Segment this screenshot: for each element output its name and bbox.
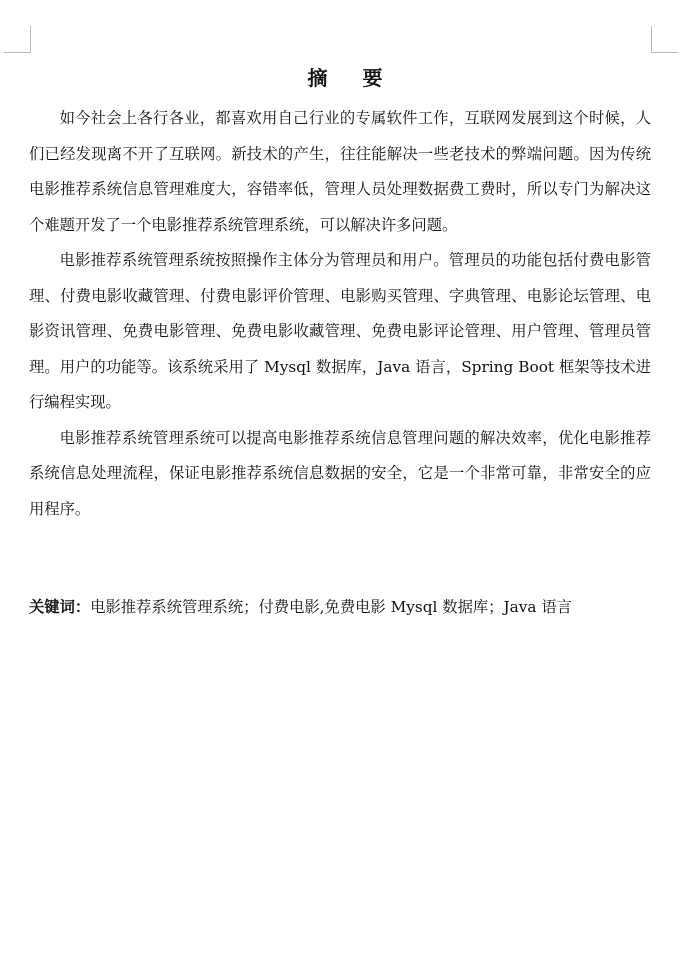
keywords-line <box>29 590 669 625</box>
crop-mark-top-right <box>651 26 678 53</box>
keywords-label: 关键词： <box>29 598 91 616</box>
abstract-paragraph-2: 电影推荐系统管理系统按照操作主体分为管理员和用户。管理员的功能包括付费电影管理、付费电影收藏管理、付费电影评价管理、电影购买管理、字典管理、电影论坛管理、电影资讯管理、免费电影管理、免费电影收藏管理、免费电影评论管理、用户管理、管理员管理。用户的功能等。该系统采用了 Mysql 数据库，Java 语言，Spring Boot 框架等技术进行编程实现。 <box>29 251 651 411</box>
abstract-title: 摘 要 <box>307 66 397 90</box>
abstract-paragraph-3: 电影推荐系统管理系统可以提高电影推荐系统信息管理问题的解决效率，优化电影推荐系统信息处理流程，保证电影推荐系统信息数据的安全，它是一个非常可靠，非常安全的应用程序。 <box>29 428 651 518</box>
abstract-paragraph-1: 如今社会上各行各业，都喜欢用自己行业的专属软件工作，互联网发展到这个时候，人们已经发现离不开了互联网。新技术的产生，往往能解决一些老技术的弊端问题。因为传统电影推荐系统信息管理难度大，容错率低，管理人员处理数据费工费时，所以专门为解决这个难题开发了一个电影推荐系统管理系统，可以解决许多问题。 <box>29 109 651 234</box>
keywords-text: 电影推荐系统管理系统；付费电影,免费电影 Mysql 数据库；Java 语言 <box>90 598 572 616</box>
crop-mark-top-left <box>4 26 31 53</box>
abstract-body <box>29 101 651 527</box>
